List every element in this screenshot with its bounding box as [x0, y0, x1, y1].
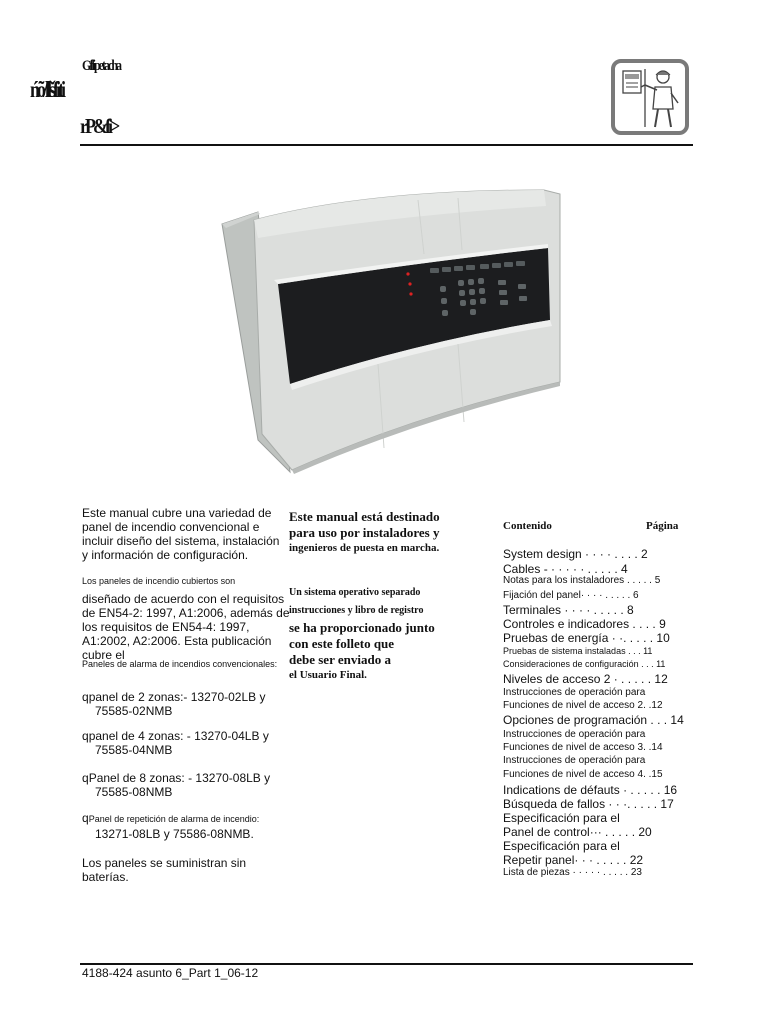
list-item: qpanel de 2 zonas:- 13270-02LB y 75585-02NMB [82, 690, 266, 718]
header-rule [80, 144, 693, 146]
toc-item: Opciones de programación . . . 14 [503, 713, 684, 727]
repeater-models: 13271-08LB y 75586-08NMB. [95, 827, 254, 841]
header-line-3: rP&fi> [80, 114, 118, 138]
bullet-glyph: q [82, 690, 89, 704]
toc-item: Especificación para el [503, 839, 620, 853]
installer-icon [611, 59, 689, 135]
toc-item: Controles e indicadores . . . . 9 [503, 617, 666, 631]
toc-item: Lista de piezas · · · · · . . . . . 23 [503, 867, 642, 878]
toc-item: Instrucciones de operación para [503, 755, 646, 766]
list-item: qPanel de 8 zonas: - 13270-08LB y 75585-08NMB [82, 771, 271, 799]
toc-item: Pruebas de energía · ·. . . . . 10 [503, 631, 670, 645]
bullet-glyph: q [82, 729, 89, 743]
toc-item: Búsqueda de fallos · · ·. . . . . 17 [503, 797, 674, 811]
contents-heading: Contenido [503, 520, 552, 532]
document-code: 4188-424 asunto 6_Part 1_06-12 [82, 966, 259, 980]
toc-item: Funciones de nivel de acceso 4. .15 [503, 769, 663, 780]
toc-item: Consideraciones de configuración . . . 11 [503, 659, 666, 669]
toc-item: System design · · · · . . . . 2 [503, 547, 648, 561]
toc-item: Repetir panel· · · . . . . . 22 [503, 853, 644, 867]
footer-rule [80, 963, 693, 965]
page-heading: Página [646, 520, 679, 532]
toc-item: Indications de défauts · . . . . . 16 [503, 783, 678, 797]
conventional-panels-label: Paneles de alarma de incendios convencionales: [82, 659, 278, 669]
bullet-glyph: q [82, 811, 89, 825]
toc-item: Instrucciones de operación para [503, 687, 646, 698]
toc-item: Pruebas de sistema instaladas . . . 11 [503, 646, 653, 656]
toc-item: Fijación del panel· · · · . . . . . 6 [503, 590, 639, 601]
audience-block: Este manual está destinado para uso por instaladores y ingenieros de puesta en marcha. [289, 509, 440, 554]
toc-item: Notas para los instaladores . . . . . 5 [503, 575, 661, 586]
batteries-note: Los paneles se suministran sin baterías. [82, 856, 247, 884]
toc-item: Niveles de acceso 2 · . . . . . 12 [503, 672, 668, 686]
toc-item: Cables - · · · · · . . . . . 4 [503, 562, 628, 576]
header-line-1: Gflipetacha [82, 56, 120, 74]
header-line-2: ńõ/llšfiti [30, 76, 64, 102]
list-item: qpanel de 4 zonas: - 13270-04LB y 75585-04NMB [82, 729, 269, 757]
intro-paragraph: Este manual cubre una variedad de panel de incendio convencional e incluir diseño del sistema, instalación y información de configuración. [82, 506, 280, 562]
list-item: qPanel de repetición de alarma de incendio: [82, 811, 260, 825]
toc-item: Instrucciones de operación para [503, 729, 646, 740]
toc-item: Funciones de nivel de acceso 3. .14 [503, 742, 663, 753]
toc-item: Terminales · · · · . . . . . 8 [503, 603, 634, 617]
fire-panel-photo [218, 184, 568, 480]
standards-paragraph: diseñado de acuerdo con el requisitos de EN54-2: 1997, A1:2006, además de los requisitos de EN54-4: 1997, A1:2002, A2:2006. Esta publicación cubre el [82, 592, 290, 662]
intro-covered-label: Los paneles de incendio cubiertos son [82, 576, 236, 586]
toc-item: Funciones de nivel de acceso 2. .12 [503, 700, 663, 711]
toc-item: Especificación para el [503, 811, 620, 825]
toc-item: Panel de control··· . . . . . 20 [503, 825, 652, 839]
bullet-glyph: q [82, 771, 89, 785]
operating-instructions-block: Un sistema operativo separado instrucciones y libro de registro se ha proporcionado junto con este folleto que debe ser enviado a el Usuario Final. [289, 587, 435, 681]
